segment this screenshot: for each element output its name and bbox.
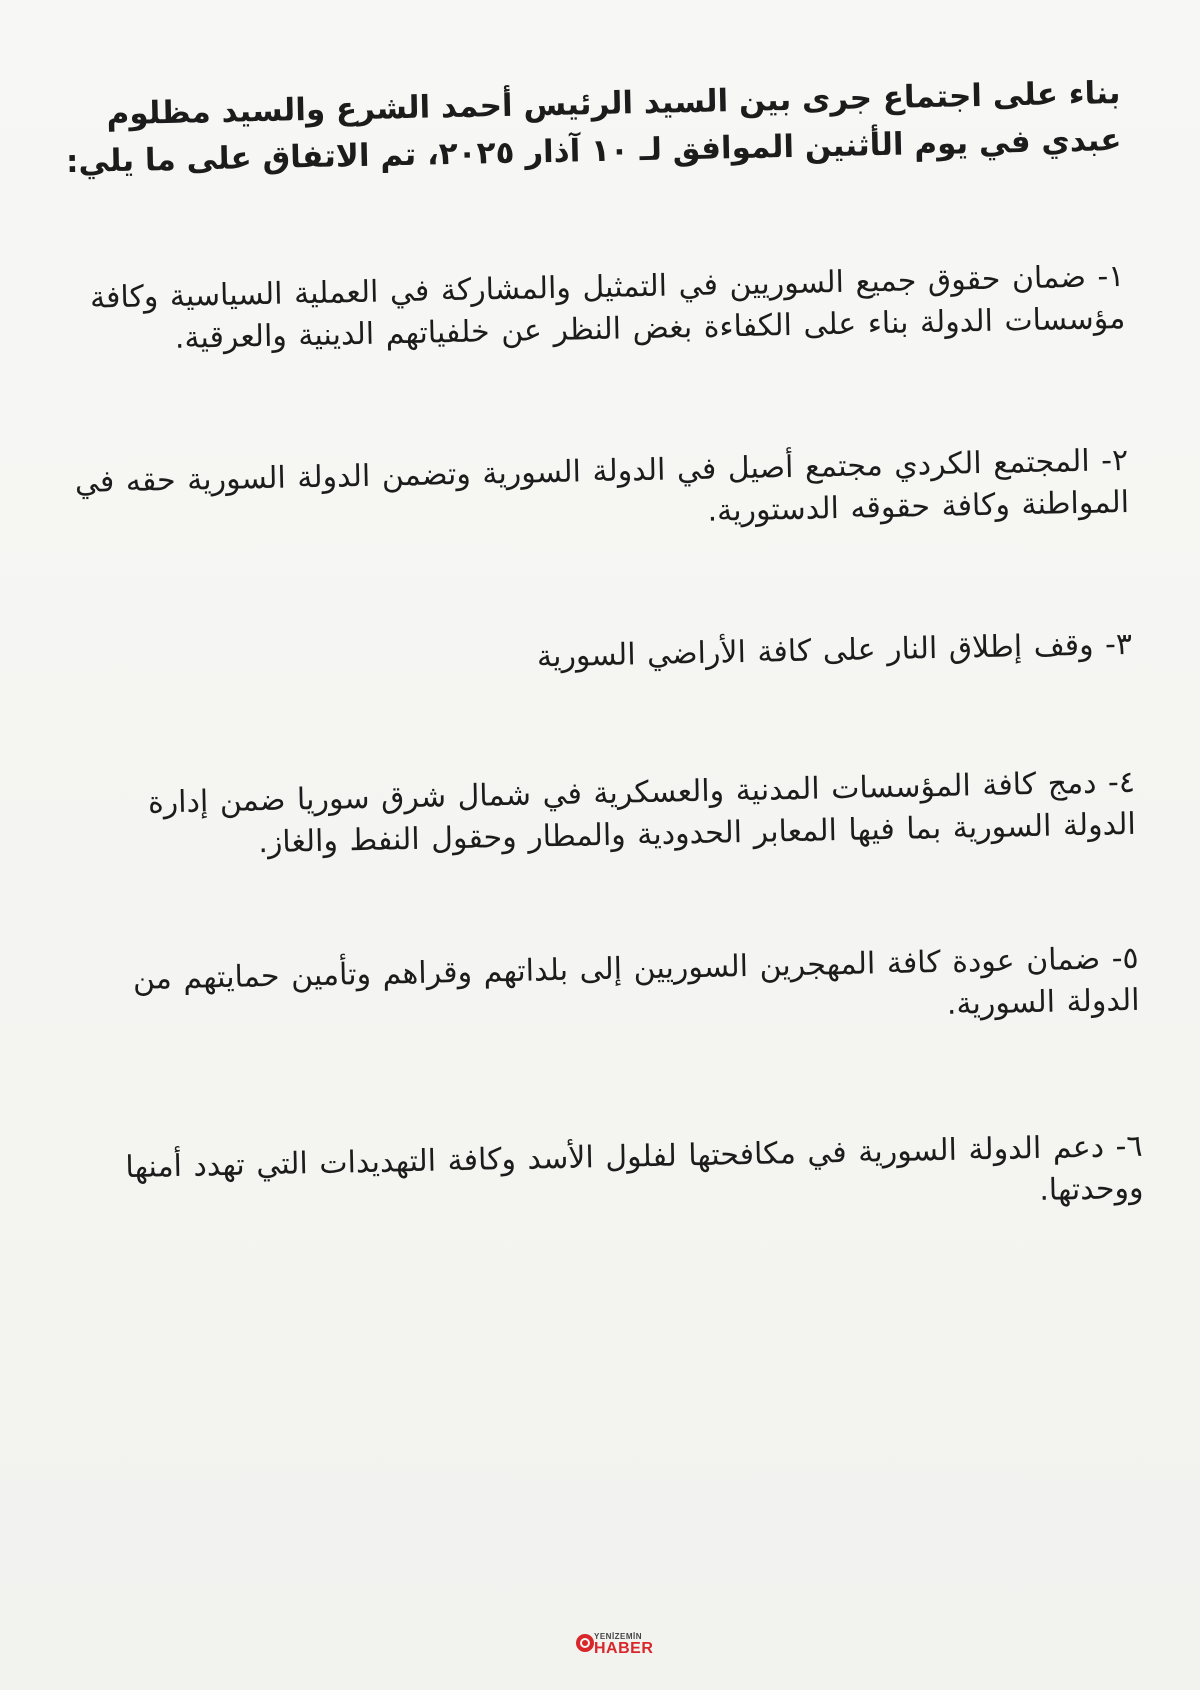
watermark-logo — [576, 1626, 656, 1666]
logo-top-text: YENİZEMİN — [594, 1632, 643, 1641]
logo-mark-icon — [576, 1634, 594, 1652]
clause-2: ٢- المجتمع الكردي مجتمع أصيل في الدولة السورية وتضمن الدولة السورية حقه في المواطنة وكافة حقوقه الدستورية. — [74, 442, 1130, 529]
logo-bottom-text: HABER — [594, 1640, 654, 1657]
agreement-document — [60, 70, 1144, 1232]
clause-4: ٤- دمج كافة المؤسسات المدنية والعسكرية في شمال شرق سوريا ضمن إدارة الدولة السورية بما فيها المعابر الحدودية والمطار وحقول النفط والغاز. — [147, 764, 1137, 861]
document-intro: بناء على اجتماع جرى بين السيد الرئيس أحمد الشرع والسيد مظلوم عبدي في يوم الأثنين الموافق لـ ١٠ آذار ٢٠٢٥، تم الاتفاق على ما يلي: — [65, 74, 1122, 181]
clause-5: ٥- ضمان عودة كافة المهجرين السوريين إلى بلداتهم وقراهم وتأمين حمايتهم من الدولة السورية. — [132, 940, 1140, 1022]
clause-1: ١- ضمان حقوق جميع السوريين في التمثيل والمشاركة في العملية السياسية وكافة مؤسسات الدولة بناء على الكفاءة بغض النظر عن خلفياتهم الدينية والعرقية. — [89, 258, 1126, 356]
clause-6: ٦- دعم الدولة السورية في مكافحتها لفلول الأسد وكافة التهديدات التي تهدد أمنها ووحدتها. — [125, 1128, 1144, 1208]
clause-3: ٣- وقف إطلاق النار على كافة الأراضي السورية — [536, 626, 1133, 675]
